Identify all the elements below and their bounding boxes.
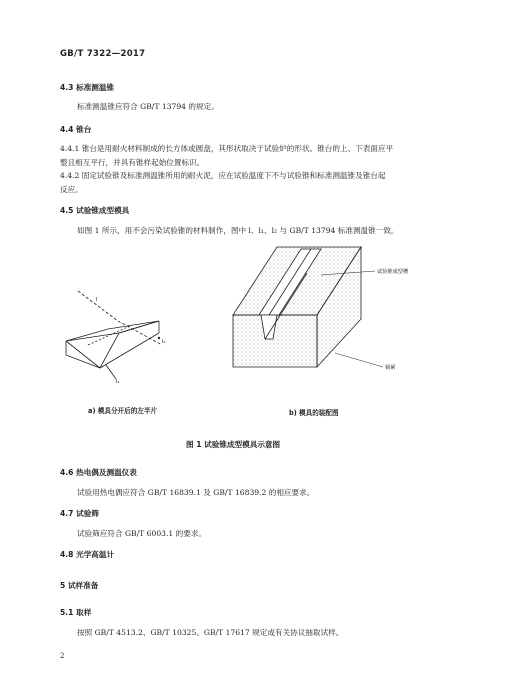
section-4-4-1-line1: 4.4.1 锥台是用耐火材料制成的长方体或圆盘，其形状取决于试验炉的形状。锥台的上、下表面应平 [60, 144, 394, 153]
section-4-4-2-line2: 反应。 [60, 185, 83, 194]
section-4-6-title: 4.6 热电偶及测温仪表 [60, 468, 137, 477]
page-number: 2 [60, 652, 65, 660]
section-4-3-body: 标准测温锥应符合 GB/T 13794 的规定。 [77, 102, 219, 111]
section-4-4-1-line2: 整且相互平行，并具有锥样起始位置标识。 [60, 158, 205, 167]
section-4-4-title: 4.4 锥台 [60, 125, 92, 134]
label-groove: 试验锥成型槽 [377, 269, 409, 275]
section-4-5-title: 4.5 试验锥成型模具 [60, 206, 130, 215]
section-4-4-2-line1: 4.4.2 固定试验锥及标准测温锥所用的耐火泥，应在试验温度下不与试验锥和标准测温锥及锥台起 [60, 171, 386, 180]
mold-top-face [66, 321, 159, 341]
section-4-5-body: 如图 1 所示，用不会污染试验锥的材料制作，图中 l、l₁、l₂ 与 GB/T 13794 标准测温锥一致。 [77, 226, 399, 235]
section-4-8-title: 4.8 光学高温计 [60, 550, 115, 559]
leader-line-bottom [335, 353, 383, 367]
standard-code-header: GB/T 7322—2017 [60, 49, 146, 59]
section-4-6-body: 试验用热电偶应符合 GB/T 16839.1 及 GB/T 16839.2 的相应要求。 [77, 488, 315, 497]
section-4-7-body: 试验筛应符合 GB/T 6003.1 的要求。 [77, 529, 207, 538]
section-5-1-body: 按照 GB/T 4513.2、GB/T 10325、GB/T 17617 规定或有关协议抽取试样。 [77, 628, 344, 637]
mold-left-half-figure [58, 285, 178, 395]
section-4-3-title: 4.3 标准测温锥 [60, 83, 115, 92]
mold-front-edges [66, 333, 119, 368]
figure-1-title: 图 1 试验锥成型模具示意图 [186, 440, 281, 449]
label-l: l [96, 297, 98, 303]
section-5-1-title: 5.1 取样 [60, 608, 92, 617]
caption-a: a) 模具分开后的左半片 [88, 407, 158, 415]
section-5-title: 5 试样准备 [60, 581, 99, 590]
mold-assembly-figure [225, 235, 425, 385]
label-l2: l₂ [116, 379, 120, 385]
label-l1: l₁ [162, 339, 166, 345]
section-4-7-title: 4.7 试验筛 [60, 509, 99, 518]
dimension-line-l [78, 291, 118, 321]
caption-b: b) 模具的装配图 [289, 409, 339, 417]
label-bolt: 锁紧 [385, 365, 396, 371]
